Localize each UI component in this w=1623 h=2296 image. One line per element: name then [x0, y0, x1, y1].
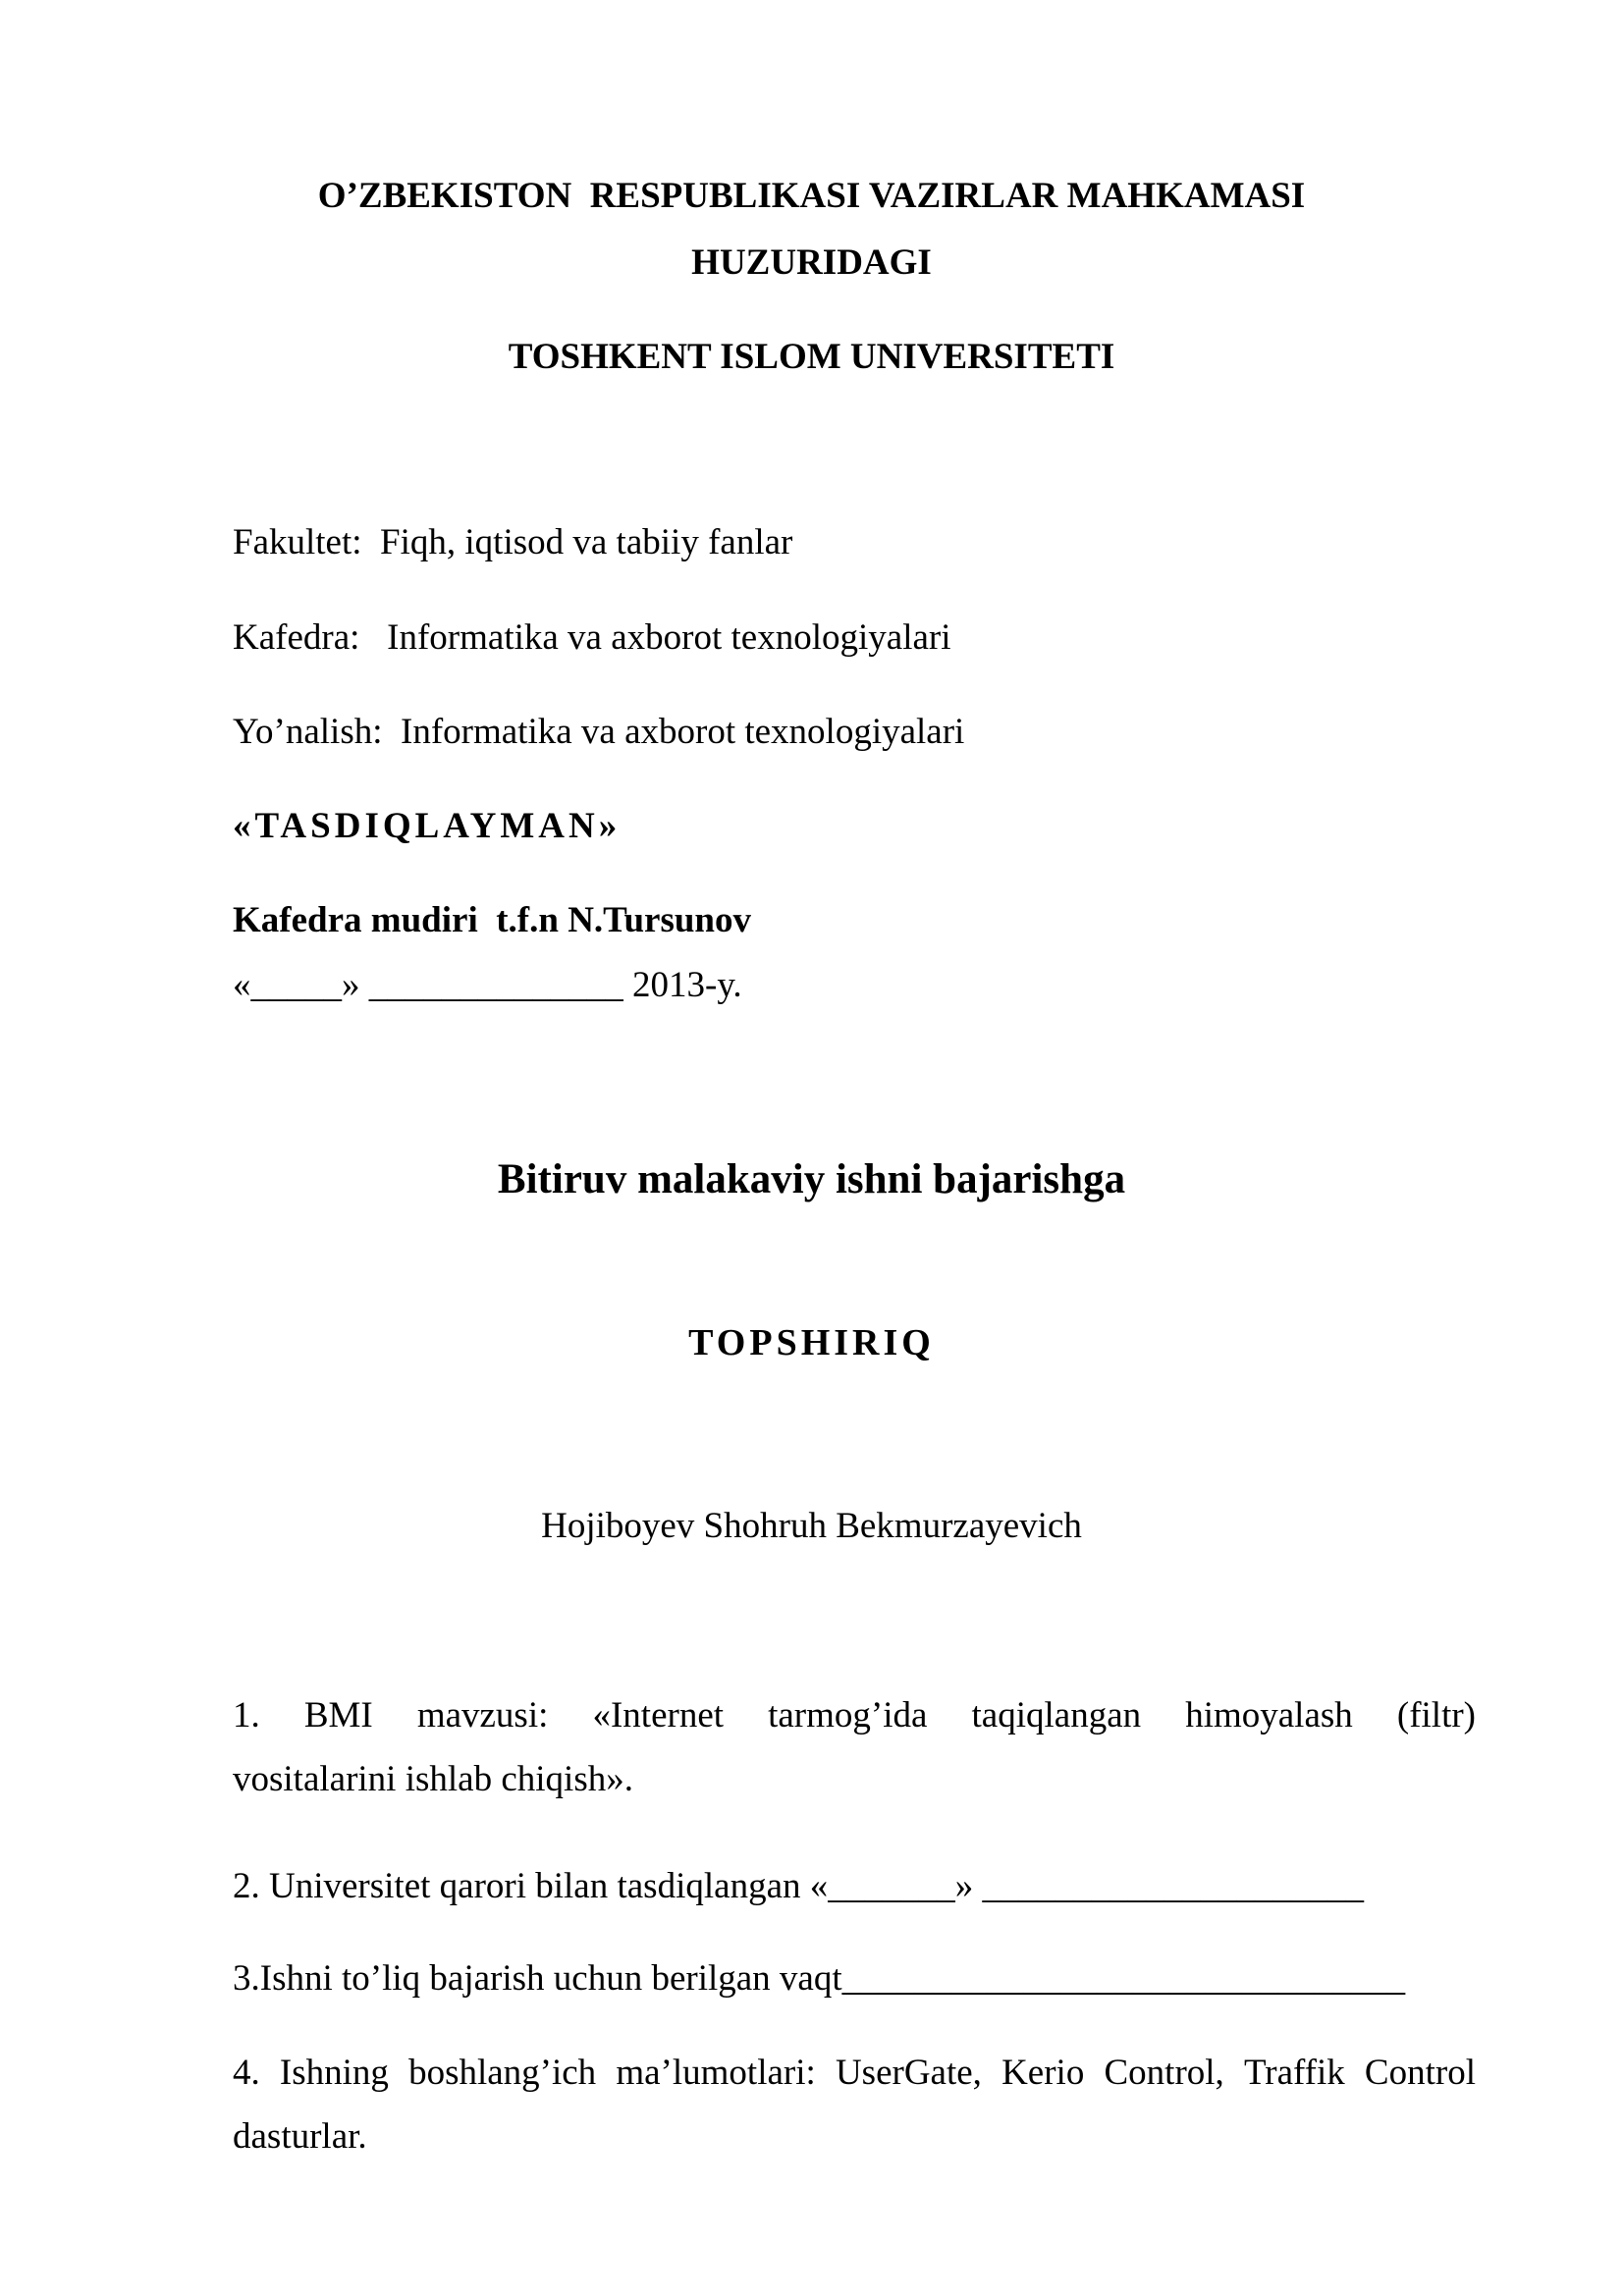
- item-1-word: himoyalash: [1185, 1695, 1353, 1735]
- item-1-word: (filtr): [1396, 1695, 1476, 1735]
- approval-heading: «TASDIQLAYMAN»: [233, 806, 622, 846]
- item-4-word: Kerio: [1001, 2053, 1085, 2093]
- department-line: Kafedra: Informatika va axborot texnologiyalari: [233, 617, 951, 658]
- document-subtitle: TOPSHIRIQ: [688, 1322, 935, 1363]
- item-1-word: 1.: [233, 1695, 260, 1735]
- item-1: [233, 1694, 1476, 1801]
- student-name: Hojiboyev Shohruh Bekmurzayevich: [541, 1506, 1082, 1546]
- department-head: Kafedra mudiri t.f.n N.Tursunov: [233, 900, 752, 940]
- item-1-word: BMI: [303, 1695, 373, 1735]
- item-4-word: Ishning: [279, 2053, 389, 2093]
- item-1-word: «Internet: [592, 1695, 725, 1735]
- direction-line: Yo’nalish: Informatika va axborot texnologiyalari: [233, 712, 965, 752]
- approval-date: «_____» ______________ 2013-y.: [233, 965, 742, 1005]
- document-title: Bitiruv malakaviy ishni bajarishga: [497, 1156, 1126, 1202]
- header-line-2: HUZURIDAGI: [691, 242, 932, 283]
- item-1-line-2: vositalarini ishlab chiqish».: [233, 1759, 633, 1799]
- item-1-word: mavzusi:: [416, 1695, 549, 1735]
- item-4-word: Control,: [1104, 2053, 1224, 2093]
- item-2: 2. Universitet qarori bilan tasdiqlangan «_______» _____________________: [233, 1866, 1364, 1906]
- university-name: TOSHKENT ISLOM UNIVERSITETI: [508, 337, 1115, 377]
- item-4-word: 4.: [233, 2053, 260, 2093]
- item-4-word: ma’lumotlari:: [616, 2053, 816, 2093]
- faculty-line: Fakultet: Fiqh, iqtisod va tabiiy fanlar: [233, 522, 793, 562]
- item-4-line-1: [233, 2052, 1476, 2095]
- item-4-word: Traffik: [1243, 2053, 1345, 2093]
- item-4-word: boshlang’ich: [408, 2053, 597, 2093]
- header-line-1: O’ZBEKISTON RESPUBLIKASI VAZIRLAR MAHKAMASI: [317, 176, 1306, 216]
- item-1-word: tarmog’ida: [768, 1695, 928, 1735]
- item-4-word: UserGate,: [835, 2053, 982, 2093]
- item-4-word: Control: [1364, 2053, 1476, 2093]
- item-1-word: taqiqlangan: [971, 1695, 1142, 1735]
- item-1-line-1: [233, 1694, 1476, 1737]
- item-4-line-2: dasturlar.: [233, 2116, 367, 2157]
- item-4: [233, 2052, 1476, 2159]
- item-3: 3.Ishni to’liq bajarish uchun berilgan vaqt_______________________________: [233, 1958, 1406, 1999]
